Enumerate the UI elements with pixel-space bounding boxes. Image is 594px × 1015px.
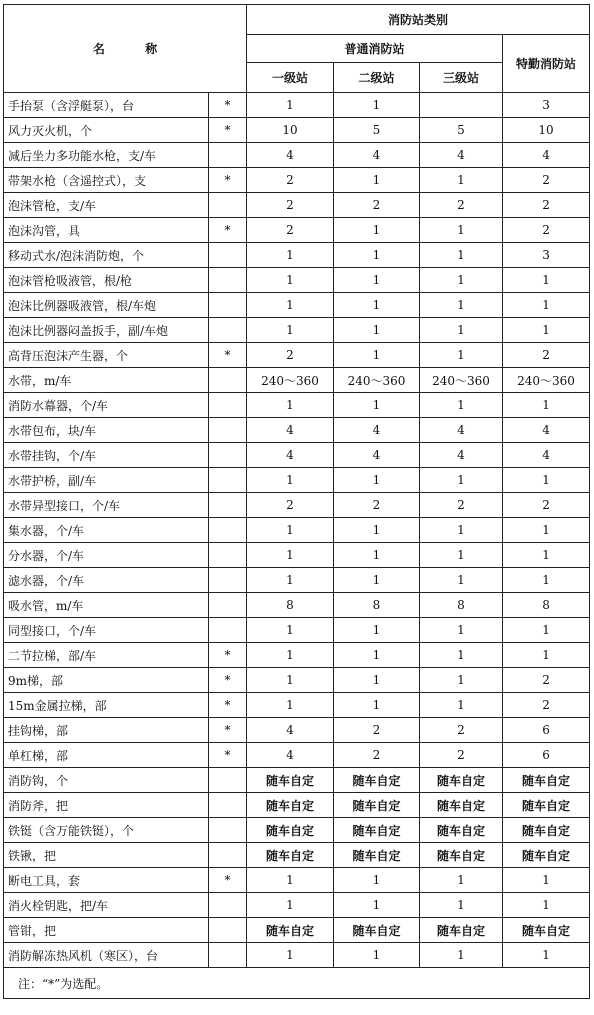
item-name-cell: 水带异型接口，个/车 — [4, 493, 209, 518]
table-row — [4, 643, 590, 668]
optional-marker-cell — [209, 943, 247, 968]
level1-value-cell: 4 — [247, 418, 334, 443]
level1-value-cell: 1 — [247, 693, 334, 718]
optional-marker-cell — [209, 493, 247, 518]
level2-value-cell: 4 — [334, 418, 420, 443]
table-row — [4, 518, 590, 543]
special-value-cell: 1 — [503, 893, 590, 918]
level2-value-cell: 8 — [334, 593, 420, 618]
level2-value-cell: 1 — [334, 168, 420, 193]
level2-value-cell: 2 — [334, 718, 420, 743]
special-value-cell: 1 — [503, 318, 590, 343]
level2-value-cell: 1 — [334, 218, 420, 243]
level3-value-cell: 1 — [420, 218, 503, 243]
special-station-header: 特勤消防站 — [503, 35, 590, 93]
item-name-cell: 铁锹，把 — [4, 843, 209, 868]
special-value-cell: 2 — [503, 218, 590, 243]
level1-value-cell: 4 — [247, 743, 334, 768]
level3-value-cell: 随车自定 — [420, 793, 503, 818]
optional-marker-cell — [209, 518, 247, 543]
level2-value-cell: 5 — [334, 118, 420, 143]
special-value-cell: 2 — [503, 168, 590, 193]
level1-value-cell: 4 — [247, 143, 334, 168]
special-value-cell: 4 — [503, 143, 590, 168]
item-name-cell: 15m金属拉梯，部 — [4, 693, 209, 718]
item-name-cell: 水带护桥，副/车 — [4, 468, 209, 493]
level1-value-cell: 1 — [247, 568, 334, 593]
level3-value-cell: 随车自定 — [420, 843, 503, 868]
item-name-cell: 滤水器，个/车 — [4, 568, 209, 593]
level2-value-cell: 1 — [334, 868, 420, 893]
level3-value-cell: 240～360 — [420, 368, 503, 393]
special-value-cell: 2 — [503, 193, 590, 218]
level1-header: 一级站 — [247, 63, 334, 93]
optional-marker-cell — [209, 243, 247, 268]
special-value-cell: 2 — [503, 693, 590, 718]
level2-value-cell: 4 — [334, 143, 420, 168]
optional-marker-cell: * — [209, 718, 247, 743]
level3-value-cell: 4 — [420, 443, 503, 468]
item-name-cell: 集水器，个/车 — [4, 518, 209, 543]
optional-marker-cell — [209, 468, 247, 493]
level3-value-cell: 1 — [420, 693, 503, 718]
optional-marker-cell: * — [209, 343, 247, 368]
level2-value-cell: 随车自定 — [334, 843, 420, 868]
item-name-cell: 挂钩梯，部 — [4, 718, 209, 743]
level3-value-cell: 随车自定 — [420, 768, 503, 793]
item-name-cell: 分水器，个/车 — [4, 543, 209, 568]
level2-value-cell: 1 — [334, 393, 420, 418]
level1-value-cell: 1 — [247, 293, 334, 318]
level3-header: 三级站 — [420, 63, 503, 93]
optional-marker-cell — [209, 143, 247, 168]
level3-value-cell: 2 — [420, 193, 503, 218]
category-header: 消防站类别 — [247, 5, 590, 35]
special-value-cell: 1 — [503, 468, 590, 493]
level3-value-cell — [420, 93, 503, 118]
table-row — [4, 118, 590, 143]
level1-value-cell: 1 — [247, 618, 334, 643]
table-row — [4, 568, 590, 593]
table-row — [4, 743, 590, 768]
optional-marker-cell: * — [209, 668, 247, 693]
table-row — [4, 893, 590, 918]
item-name-cell: 消防斧，把 — [4, 793, 209, 818]
level1-value-cell: 240～360 — [247, 368, 334, 393]
optional-marker-cell — [209, 418, 247, 443]
level1-value-cell: 10 — [247, 118, 334, 143]
table-row — [4, 218, 590, 243]
level1-value-cell: 1 — [247, 868, 334, 893]
special-value-cell: 1 — [503, 643, 590, 668]
level2-value-cell: 1 — [334, 243, 420, 268]
optional-marker-cell — [209, 818, 247, 843]
level1-value-cell: 4 — [247, 443, 334, 468]
special-value-cell: 2 — [503, 343, 590, 368]
level1-value-cell: 随车自定 — [247, 768, 334, 793]
item-name-cell: 水带包布，块/车 — [4, 418, 209, 443]
level1-value-cell: 随车自定 — [247, 918, 334, 943]
item-name-cell: 风力灭火机，个 — [4, 118, 209, 143]
item-name-cell: 移动式水/泡沫消防炮，个 — [4, 243, 209, 268]
level2-value-cell: 1 — [334, 693, 420, 718]
optional-marker-cell — [209, 443, 247, 468]
optional-marker-cell — [209, 568, 247, 593]
level3-value-cell: 1 — [420, 343, 503, 368]
special-value-cell: 4 — [503, 443, 590, 468]
optional-marker-cell — [209, 543, 247, 568]
level2-value-cell: 1 — [334, 93, 420, 118]
special-value-cell: 1 — [503, 268, 590, 293]
optional-marker-cell — [209, 293, 247, 318]
level2-value-cell: 2 — [334, 743, 420, 768]
item-name-cell: 二节拉梯，部/车 — [4, 643, 209, 668]
special-value-cell: 随车自定 — [503, 818, 590, 843]
optional-marker-cell: * — [209, 218, 247, 243]
optional-marker-cell: * — [209, 868, 247, 893]
level2-value-cell: 1 — [334, 618, 420, 643]
level1-value-cell: 4 — [247, 718, 334, 743]
special-value-cell: 随车自定 — [503, 918, 590, 943]
table-row — [4, 543, 590, 568]
special-value-cell: 2 — [503, 493, 590, 518]
level2-value-cell: 1 — [334, 668, 420, 693]
item-name-cell: 管钳，把 — [4, 918, 209, 943]
level1-value-cell: 2 — [247, 343, 334, 368]
level2-value-cell: 随车自定 — [334, 768, 420, 793]
optional-marker-cell — [209, 918, 247, 943]
table-row — [4, 443, 590, 468]
level1-value-cell: 1 — [247, 518, 334, 543]
table-body — [4, 93, 590, 968]
special-value-cell: 1 — [503, 568, 590, 593]
level3-value-cell: 1 — [420, 868, 503, 893]
level1-value-cell: 1 — [247, 468, 334, 493]
item-name-cell: 9m梯，部 — [4, 668, 209, 693]
level3-value-cell: 1 — [420, 943, 503, 968]
table-note: 注：“*”为选配。 — [4, 968, 590, 999]
level1-value-cell: 1 — [247, 243, 334, 268]
item-name-cell: 消火栓钥匙，把/车 — [4, 893, 209, 918]
level3-value-cell: 1 — [420, 893, 503, 918]
level2-value-cell: 1 — [334, 643, 420, 668]
optional-marker-cell: * — [209, 93, 247, 118]
name-column-header: 名 称 — [4, 5, 247, 93]
item-name-cell: 消防水幕器，个/车 — [4, 393, 209, 418]
item-name-cell: 减后坐力多功能水枪，支/车 — [4, 143, 209, 168]
table-row — [4, 268, 590, 293]
level1-value-cell: 1 — [247, 268, 334, 293]
special-value-cell: 6 — [503, 718, 590, 743]
optional-marker-cell — [209, 368, 247, 393]
table-row — [4, 618, 590, 643]
table-row — [4, 243, 590, 268]
table-row — [4, 943, 590, 968]
table-row — [4, 368, 590, 393]
optional-marker-cell — [209, 618, 247, 643]
special-value-cell: 随车自定 — [503, 768, 590, 793]
item-name-cell: 单杠梯，部 — [4, 743, 209, 768]
special-value-cell: 1 — [503, 868, 590, 893]
special-value-cell: 8 — [503, 593, 590, 618]
table-row — [4, 143, 590, 168]
special-value-cell: 1 — [503, 293, 590, 318]
optional-marker-cell: * — [209, 118, 247, 143]
optional-marker-cell — [209, 793, 247, 818]
level1-value-cell: 1 — [247, 543, 334, 568]
level3-value-cell: 1 — [420, 243, 503, 268]
level1-value-cell: 1 — [247, 643, 334, 668]
item-name-cell: 泡沫沟管，具 — [4, 218, 209, 243]
item-name-cell: 铁铤（含万能铁铤），个 — [4, 818, 209, 843]
level1-value-cell: 1 — [247, 393, 334, 418]
optional-marker-cell — [209, 393, 247, 418]
item-name-cell: 手抬泵（含浮艇泵），台 — [4, 93, 209, 118]
special-value-cell: 10 — [503, 118, 590, 143]
special-value-cell: 1 — [503, 518, 590, 543]
item-name-cell: 泡沫管枪吸液管，根/枪 — [4, 268, 209, 293]
optional-marker-cell — [209, 893, 247, 918]
special-value-cell: 3 — [503, 93, 590, 118]
level2-value-cell: 随车自定 — [334, 818, 420, 843]
level1-value-cell: 1 — [247, 318, 334, 343]
optional-marker-cell — [209, 268, 247, 293]
level2-value-cell: 1 — [334, 318, 420, 343]
item-name-cell: 泡沫比例器闷盖扳手，副/车炮 — [4, 318, 209, 343]
level3-value-cell: 1 — [420, 168, 503, 193]
table-row — [4, 168, 590, 193]
table-row — [4, 343, 590, 368]
table-row — [4, 393, 590, 418]
level3-value-cell: 1 — [420, 518, 503, 543]
level2-value-cell: 1 — [334, 568, 420, 593]
level3-value-cell: 1 — [420, 268, 503, 293]
special-value-cell: 1 — [503, 943, 590, 968]
special-value-cell: 2 — [503, 668, 590, 693]
table-row — [4, 493, 590, 518]
level2-value-cell: 4 — [334, 443, 420, 468]
level2-value-cell: 1 — [334, 293, 420, 318]
level2-value-cell: 2 — [334, 193, 420, 218]
item-name-cell: 高背压泡沫产生器，个 — [4, 343, 209, 368]
special-value-cell: 1 — [503, 393, 590, 418]
optional-marker-cell: * — [209, 168, 247, 193]
table-row — [4, 768, 590, 793]
level3-value-cell: 2 — [420, 718, 503, 743]
special-value-cell: 240～360 — [503, 368, 590, 393]
level3-value-cell: 1 — [420, 318, 503, 343]
level3-value-cell: 4 — [420, 418, 503, 443]
table-row — [4, 818, 590, 843]
level2-value-cell: 240～360 — [334, 368, 420, 393]
level3-value-cell: 2 — [420, 743, 503, 768]
optional-marker-cell — [209, 193, 247, 218]
table-row — [4, 668, 590, 693]
level2-value-cell: 2 — [334, 493, 420, 518]
table-row — [4, 293, 590, 318]
level1-value-cell: 2 — [247, 168, 334, 193]
level2-value-cell: 1 — [334, 893, 420, 918]
table-row — [4, 693, 590, 718]
level3-value-cell: 4 — [420, 143, 503, 168]
special-value-cell: 6 — [503, 743, 590, 768]
table-row — [4, 418, 590, 443]
optional-marker-cell — [209, 843, 247, 868]
level3-value-cell: 1 — [420, 643, 503, 668]
level3-value-cell: 1 — [420, 618, 503, 643]
level1-value-cell: 8 — [247, 593, 334, 618]
item-name-cell: 消防钩，个 — [4, 768, 209, 793]
equipment-table — [3, 4, 590, 999]
ordinary-station-header: 普通消防站 — [247, 35, 503, 63]
item-name-cell: 吸水管，m/车 — [4, 593, 209, 618]
level2-value-cell: 1 — [334, 943, 420, 968]
table-row — [4, 468, 590, 493]
level3-value-cell: 8 — [420, 593, 503, 618]
level2-value-cell: 1 — [334, 468, 420, 493]
level1-value-cell: 1 — [247, 943, 334, 968]
item-name-cell: 带架水枪（含遥控式），支 — [4, 168, 209, 193]
table-row — [4, 718, 590, 743]
level3-value-cell: 1 — [420, 393, 503, 418]
special-value-cell: 随车自定 — [503, 793, 590, 818]
level3-value-cell: 5 — [420, 118, 503, 143]
special-value-cell: 1 — [503, 618, 590, 643]
optional-marker-cell: * — [209, 743, 247, 768]
table-row — [4, 868, 590, 893]
special-value-cell: 4 — [503, 418, 590, 443]
level3-value-cell: 1 — [420, 293, 503, 318]
level3-value-cell: 1 — [420, 543, 503, 568]
level3-value-cell: 1 — [420, 468, 503, 493]
level3-value-cell: 随车自定 — [420, 918, 503, 943]
item-name-cell: 泡沫比例器吸液管，根/车炮 — [4, 293, 209, 318]
item-name-cell: 水带，m/车 — [4, 368, 209, 393]
item-name-cell: 同型接口，个/车 — [4, 618, 209, 643]
item-name-cell: 消防解冻热风机（寒区），台 — [4, 943, 209, 968]
level3-value-cell: 1 — [420, 568, 503, 593]
level1-value-cell: 随车自定 — [247, 843, 334, 868]
special-value-cell: 3 — [503, 243, 590, 268]
item-name-cell: 水带挂钩，个/车 — [4, 443, 209, 468]
equipment-table-container — [3, 4, 590, 999]
table-row — [4, 193, 590, 218]
optional-marker-cell — [209, 593, 247, 618]
optional-marker-cell: * — [209, 693, 247, 718]
level2-value-cell: 1 — [334, 518, 420, 543]
level2-value-cell: 1 — [334, 268, 420, 293]
level1-value-cell: 2 — [247, 493, 334, 518]
level1-value-cell: 随车自定 — [247, 793, 334, 818]
item-name-cell: 泡沫管枪，支/车 — [4, 193, 209, 218]
optional-marker-cell: * — [209, 643, 247, 668]
level1-value-cell: 2 — [247, 218, 334, 243]
optional-marker-cell — [209, 768, 247, 793]
optional-marker-cell — [209, 318, 247, 343]
table-row — [4, 318, 590, 343]
level1-value-cell: 1 — [247, 93, 334, 118]
level2-value-cell: 随车自定 — [334, 793, 420, 818]
table-row — [4, 93, 590, 118]
level2-header: 二级站 — [334, 63, 420, 93]
level2-value-cell: 1 — [334, 343, 420, 368]
level1-value-cell: 1 — [247, 668, 334, 693]
level2-value-cell: 1 — [334, 543, 420, 568]
table-row — [4, 593, 590, 618]
special-value-cell: 随车自定 — [503, 843, 590, 868]
level1-value-cell: 2 — [247, 193, 334, 218]
level1-value-cell: 1 — [247, 893, 334, 918]
table-row — [4, 793, 590, 818]
level2-value-cell: 随车自定 — [334, 918, 420, 943]
table-row — [4, 918, 590, 943]
table-row — [4, 843, 590, 868]
level1-value-cell: 随车自定 — [247, 818, 334, 843]
level3-value-cell: 1 — [420, 668, 503, 693]
level3-value-cell: 随车自定 — [420, 818, 503, 843]
special-value-cell: 1 — [503, 543, 590, 568]
item-name-cell: 断电工具，套 — [4, 868, 209, 893]
level3-value-cell: 2 — [420, 493, 503, 518]
